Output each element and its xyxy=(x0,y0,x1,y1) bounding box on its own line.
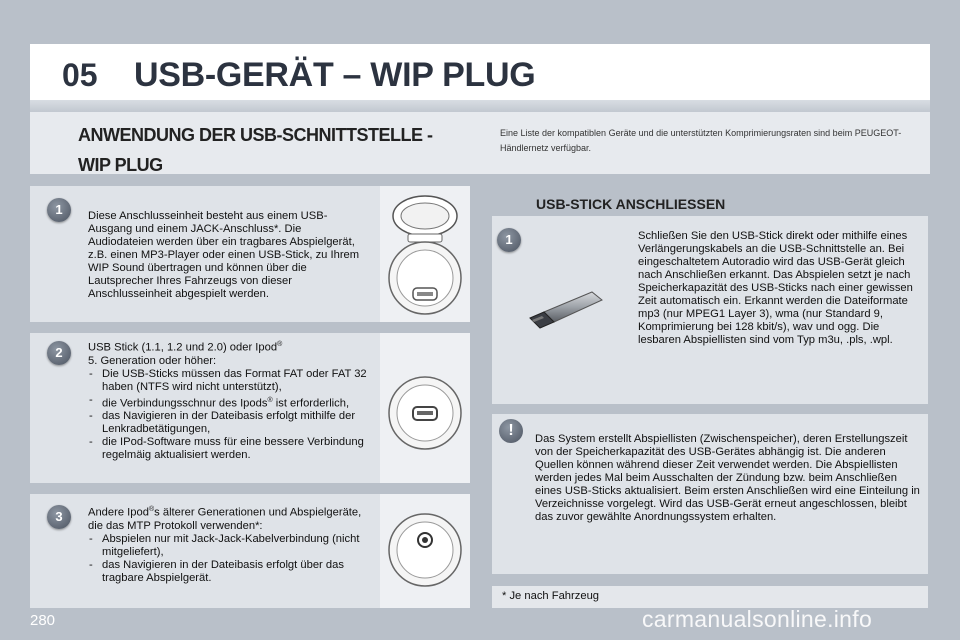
header-shadow xyxy=(30,100,930,112)
panel-3-list xyxy=(88,533,370,585)
warning-text: Das System erstellt Abspiellisten (Zwischenspeicher), deren Erstellungszeit von der Speicherkapazität des USB-Gerätes abhängig ist. Die anderen Quellen können während dieser Zeit verwendet werden. Die Abspiellisten werden jedes Mal beim Ausschalten der Zündung bzw. beim Anschließen eines USB-Sticks aktualisiert. Beim ersten Anschließen wird eine Einteilung in Verzeichnisse vorgelegt. Wird das USB-Gerät erneut angeschlossen, bleibt das zuvor gewählte Anordnungssystem erhalten. xyxy=(535,433,920,523)
step-badge-usb: 1 xyxy=(497,228,521,252)
section-title-line1: ANWENDUNG DER USB-SCHNITTSTELLE - xyxy=(78,125,433,145)
chapter-number: 05 xyxy=(62,57,98,93)
panel-2-list xyxy=(88,368,370,463)
panel-1-image-area xyxy=(380,186,470,322)
panel-2-intro-a: USB Stick (1.1, 1.2 und 2.0) oder Ipod xyxy=(88,341,278,354)
panel-3-text xyxy=(88,503,370,585)
panel-3-intro-a: Andere Ipod xyxy=(88,506,149,519)
panel-3-item-1: - Abspielen nur mit Jack-Jack-Kabelverbindung (nicht mitgeliefert), xyxy=(88,533,370,559)
panel-2-item-1: - Die USB-Sticks müssen das Format FAT oder FAT 32 haben (NTFS wird nicht unterstützt), xyxy=(88,368,370,394)
usb-stick-text: Schließen Sie den USB-Stick direkt oder mithilfe eines Verlängerungskabels an die USB-Schnittstelle an. Bei eingeschaltetem Autoradio wird das USB-Gerät gleich nach Anschließen erkannt. Das Abspielen setzt je nach Speicherkapazität des USB-Sticks nach einer gewissen Zeit automatisch ein. Erkannt werden die Dateiformate mp3 (nur MPEG1 Layer 3), wma (nur Standard 9, Komprimierung bei 128 kbit/s), wav und ogg. Die lesbaren Abspiellisten sind vom Typ m3u, .pls, .wpl. xyxy=(638,230,913,346)
panel-2-item-2-a: die Verbindungsschnur des Ipods xyxy=(102,397,268,410)
panel-2-item-4: - die IPod-Software muss für eine bessere Verbindung regelmäig aktualisiert werden. xyxy=(88,436,370,462)
panel-2-item-3: - das Navigieren in der Dateibasis erfolgt mithilfe der Lenkradbetätigungen, xyxy=(88,410,370,436)
panel-3-item-2: - das Navigieren in der Dateibasis erfolgt über das tragbare Abspielgerät. xyxy=(88,559,370,585)
panel-2-text xyxy=(88,338,370,462)
jack-port-icon xyxy=(380,494,470,608)
usb-socket-with-cap-icon xyxy=(380,186,470,322)
section-title xyxy=(78,120,458,180)
panel-2-image-area xyxy=(380,333,470,483)
usb-stick-title: USB-STICK ANSCHLIESSEN xyxy=(536,196,726,212)
panel-2-item-2 xyxy=(88,394,370,411)
section-note: Eine Liste der kompatiblen Geräte und die unterstützten Komprimierungsraten sind beim PEUGEOT-Händlernetz verfügbar. xyxy=(500,128,902,153)
step-badge-1: 1 xyxy=(47,198,71,222)
panel-3-intro-b: s älterer Generationen und Abspielgeräte, die das MTP Protokoll verwenden*: xyxy=(88,506,362,532)
panel-3-image-area xyxy=(380,494,470,608)
footnote: * Je nach Fahrzeug xyxy=(502,590,600,602)
page-number: 280 xyxy=(30,612,56,629)
registered-mark: ® xyxy=(148,506,155,513)
panel-1-text: Diese Anschlusseinheit besteht aus einem USB-Ausgang und einem JACK-Anschluss*. Die Audiodateien werden über ein tragbares Abspielgerät, z.B. einen MP3-Player oder einen USB-Stick, zu Ihrem WIP Sound übertragen und können über die Lautsprecher Ihres Fahrzeugs von dieser Anschlusseinheit abgespielt werden. xyxy=(88,210,360,300)
registered-mark: ® xyxy=(277,341,283,348)
step-badge-2: 2 xyxy=(47,341,71,365)
panel-2-item-2-b: ist erforderlich, xyxy=(272,397,350,410)
page-title: USB-GERÄT – WIP PLUG xyxy=(134,56,536,94)
step-badge-3: 3 xyxy=(47,505,71,529)
panel-2-intro-b: 5. Generation oder höher: xyxy=(88,354,217,367)
section-title-line2: WIP PLUG xyxy=(78,155,163,175)
warning-icon: ! xyxy=(499,419,523,443)
usb-stick-icon xyxy=(522,282,606,332)
panel-3-intro xyxy=(88,503,370,533)
registered-mark: ® xyxy=(267,396,273,404)
watermark: carmanualsonline.info xyxy=(642,606,873,632)
panel-2-intro xyxy=(88,338,370,355)
usb-port-icon xyxy=(380,333,470,483)
